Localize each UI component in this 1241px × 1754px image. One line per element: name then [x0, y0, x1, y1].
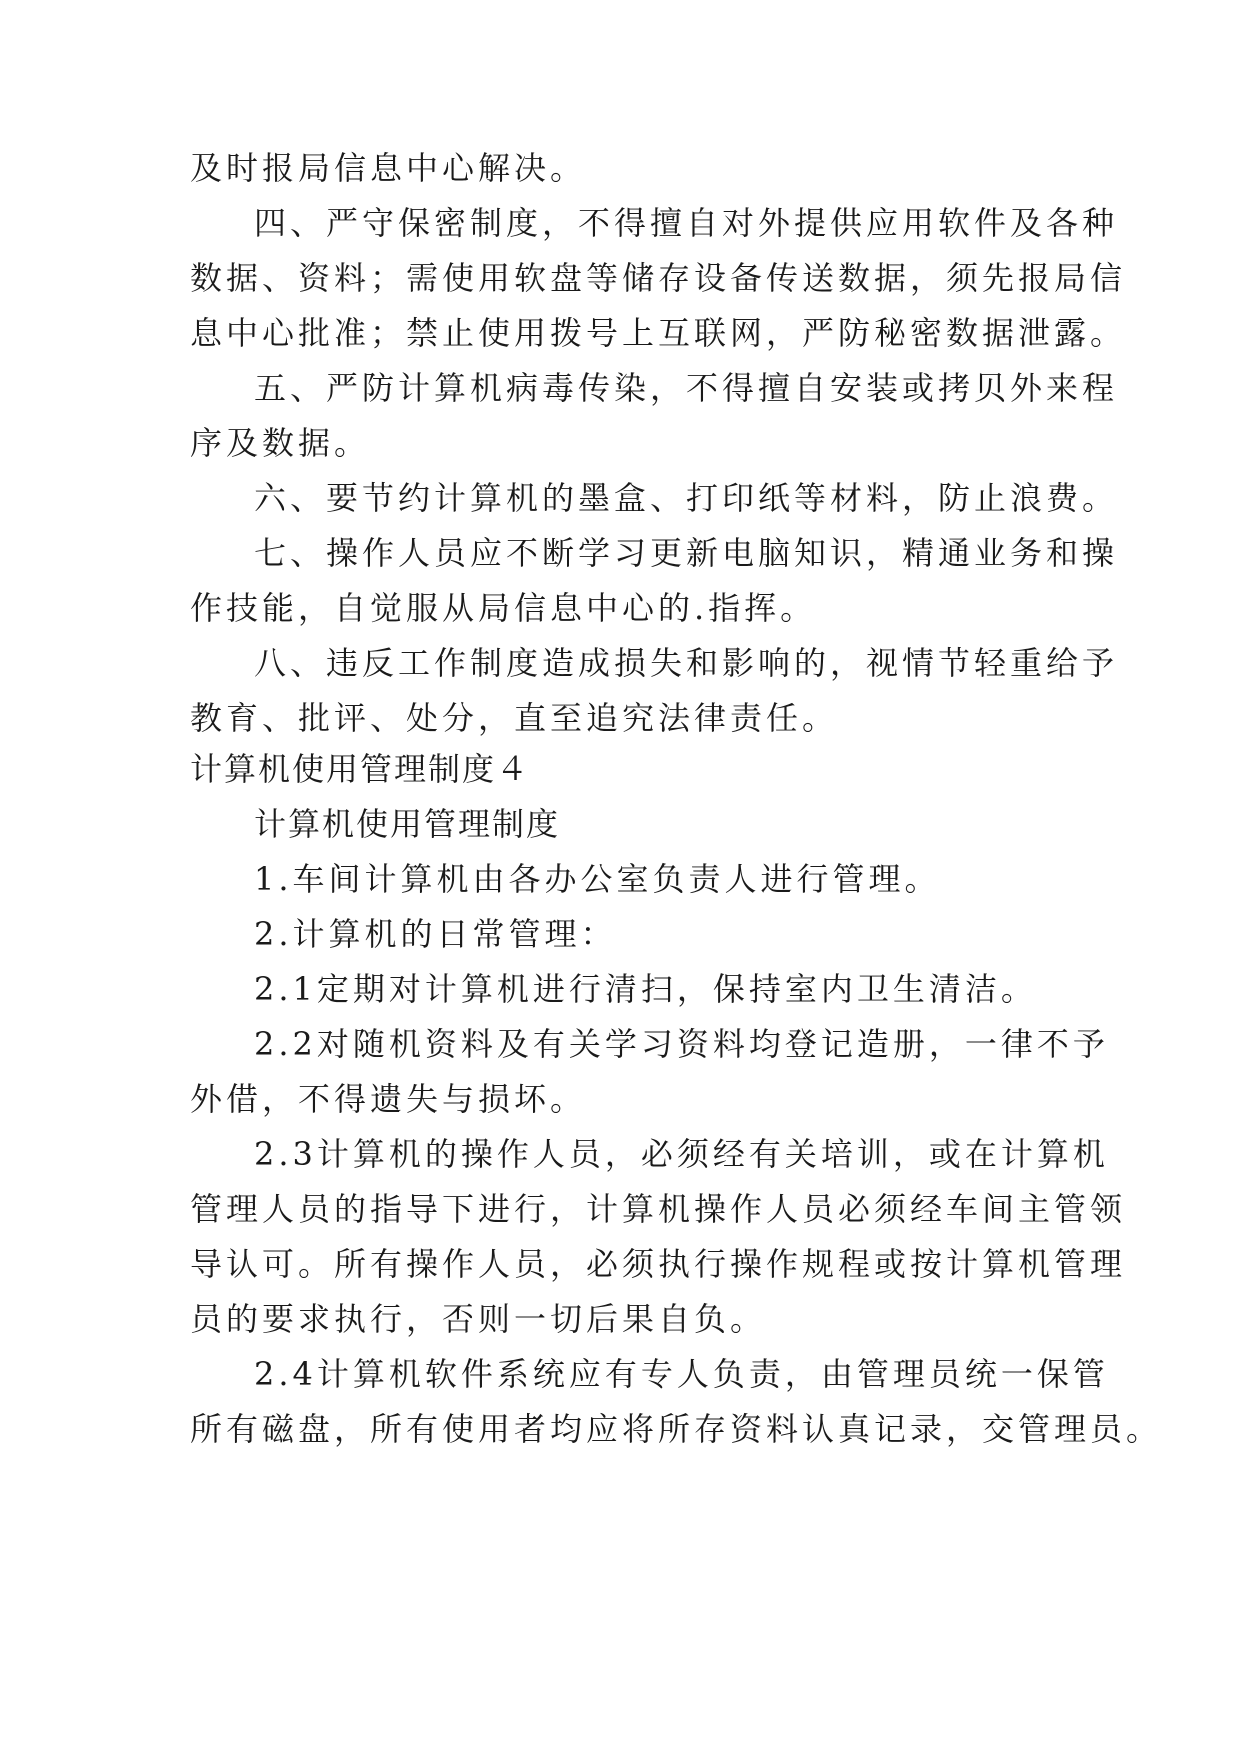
item-2: 2.计算机的日常管理：	[254, 915, 617, 953]
text-line: 数据、资料；需使用软盘等储存设备传送数据，须先报局信	[190, 259, 1127, 297]
text-line: 所有磁盘，所有使用者均应将所存资料认真记录，交管理员。	[190, 1410, 1163, 1448]
text-line: 息中心批准；禁止使用拨号上互联网，严防秘密数据泄露。	[190, 314, 1127, 352]
text-line: 序及数据。	[190, 424, 371, 462]
text-line: 员的要求执行，否则一切后果自负。	[190, 1300, 767, 1338]
text-line: 及时报局信息中心解决。	[190, 149, 587, 187]
paragraph-six: 六、要节约计算机的墨盒、打印纸等材料，防止浪费。	[254, 479, 1119, 517]
section-heading: 计算机使用管理制度４	[190, 750, 531, 788]
item-1: 1.车间计算机由各办公室负责人进行管理。	[254, 860, 941, 898]
paragraph-eight: 八、违反工作制度造成损失和影响的，视情节轻重给予	[254, 644, 1119, 682]
item-2-4: 2.4计算机软件系统应有专人负责，由管理员统一保管	[254, 1355, 1109, 1393]
item-2-2: 2.2对随机资料及有关学习资料均登记造册，一律不予	[254, 1025, 1109, 1063]
item-2-1: 2.1定期对计算机进行清扫，保持室内卫生清洁。	[254, 970, 1037, 1008]
item-2-3: 2.3计算机的操作人员，必须经有关培训，或在计算机	[254, 1135, 1109, 1173]
text-line: 外借，不得遗失与损坏。	[190, 1080, 587, 1118]
paragraph-four: 四、严守保密制度，不得擅自对外提供应用软件及各种	[254, 204, 1119, 242]
text-line: 导认可。所有操作人员，必须执行操作规程或按计算机管理	[190, 1245, 1127, 1283]
text-line: 管理人员的指导下进行，计算机操作人员必须经车间主管领	[190, 1190, 1127, 1228]
paragraph-seven: 七、操作人员应不断学习更新电脑知识，精通业务和操	[254, 534, 1119, 572]
subsection-title: 计算机使用管理制度	[254, 805, 561, 843]
text-line: 教育、批评、处分，直至追究法律责任。	[190, 699, 839, 737]
paragraph-five: 五、严防计算机病毒传染，不得擅自安装或拷贝外来程	[254, 369, 1119, 407]
text-line: 作技能，自觉服从局信息中心的.指挥。	[190, 589, 817, 627]
